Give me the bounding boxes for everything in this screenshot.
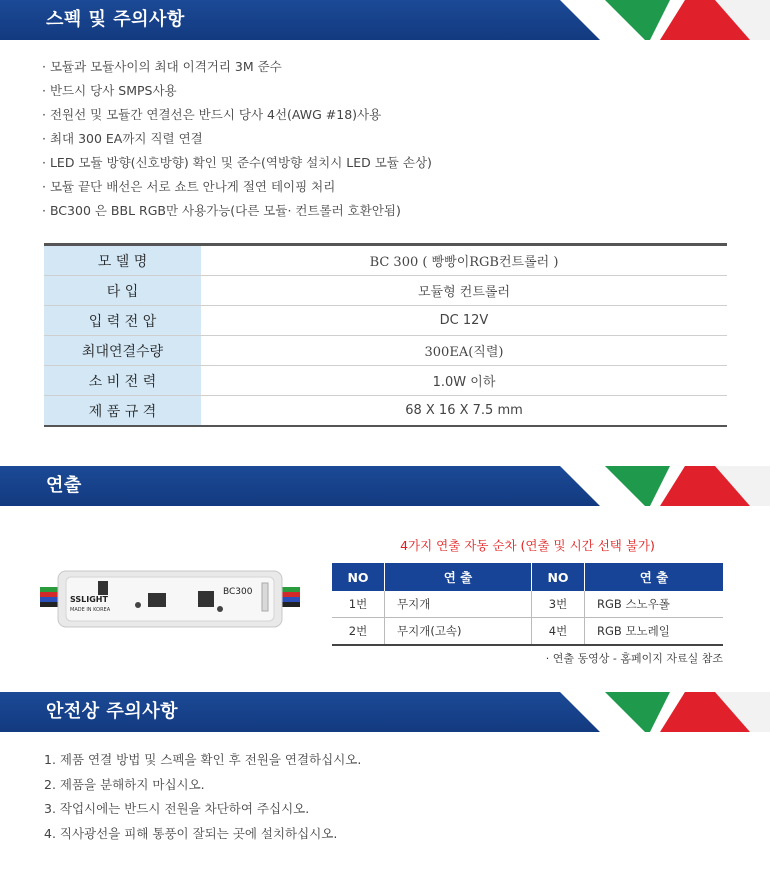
spec-key: 모 델 명	[44, 245, 201, 276]
safety-note: 3. 작업시에는 반드시 전원을 차단하여 주십시오.	[44, 801, 310, 816]
effect-name: 무지개(고속)	[385, 618, 532, 646]
spec-row	[44, 366, 727, 396]
spec-key: 소 비 전 력	[44, 366, 201, 396]
effect-name: RGB 모노레일	[585, 618, 724, 646]
col-header-no: NO	[532, 563, 585, 591]
spec-value: 300EA(직렬)	[201, 336, 727, 366]
spec-section-title: 스펙 및 주의사항	[46, 9, 185, 30]
effect-name: 무지개	[385, 591, 532, 618]
effect-sequence-note: 4가지 연출 자동 순차 (연출 및 시간 선택 불가)	[400, 538, 655, 553]
effect-section-title: 연출	[46, 475, 82, 496]
effect-section-banner	[0, 466, 770, 506]
safety-note: 1. 제품 연결 방법 및 스펙을 확인 후 전원을 연결하십시오.	[44, 752, 362, 767]
effect-number: 1번	[332, 591, 385, 618]
effect-header-row	[332, 563, 723, 591]
safety-note: 2. 제품을 분해하지 마십시오.	[44, 776, 205, 792]
banner-stripe-graphic	[550, 692, 770, 732]
spec-section-banner	[0, 0, 770, 40]
effect-video-reference: · 연출 동영상 - 홈페이지 자료실 참조	[546, 650, 723, 666]
spec-note: · 전원선 및 모듈간 연결선은 반드시 당사 4선(AWG #18)사용	[42, 103, 432, 127]
spec-value: 모듈형 컨트롤러	[201, 276, 727, 306]
banner-stripe-graphic	[550, 0, 770, 40]
effect-number: 4번	[532, 618, 585, 646]
spec-table	[44, 243, 727, 427]
spec-row	[44, 276, 727, 306]
safety-section-title: 안전상 주의사항	[46, 701, 178, 722]
banner-stripe-graphic	[550, 466, 770, 506]
effect-table	[332, 563, 723, 646]
spec-note: · 모듈과 모듈사이의 최대 이격거리 3M 준수	[42, 55, 432, 79]
spec-row	[44, 245, 727, 276]
spec-note: · 최대 300 EA까지 직렬 연결	[42, 127, 432, 151]
effect-number: 3번	[532, 591, 585, 618]
spec-key: 최대연결수량	[44, 336, 201, 366]
col-header-no: NO	[332, 563, 385, 591]
spec-key: 입 력 전 압	[44, 306, 201, 336]
spec-note: · BC300 은 BBL RGB만 사용가능(다른 모듈· 컨트롤러 호환안됨)	[42, 199, 432, 223]
effect-row	[332, 591, 723, 618]
effect-name: RGB 스노우폴	[585, 591, 724, 618]
effect-number: 2번	[332, 618, 385, 646]
spec-value: BC 300 ( 빵빵이RGB컨트롤러 )	[201, 245, 727, 276]
safety-notes-list	[44, 748, 361, 846]
safety-note: 4. 직사광선을 피해 통풍이 잘되는 곳에 설치하십시오.	[44, 825, 338, 841]
col-header-effect: 연 출	[585, 563, 724, 591]
spec-note: · LED 모듈 방향(신호방향) 확인 및 준수(역방향 설치시 LED 모듈 손상)	[42, 151, 432, 175]
spec-key: 제 품 규 격	[44, 396, 201, 427]
spec-value: DC 12V	[201, 306, 727, 336]
spec-row	[44, 336, 727, 366]
product-origin-label: MADE IN KOREA	[70, 607, 111, 613]
spec-row	[44, 306, 727, 336]
effect-row	[332, 618, 723, 646]
product-brand-label: SSLIGHT	[70, 595, 108, 604]
product-model-label: BC300	[223, 587, 253, 597]
spec-notes-list	[42, 55, 432, 223]
bc300-product-image	[40, 565, 300, 639]
spec-value: 68 X 16 X 7.5 mm	[201, 396, 727, 427]
spec-key: 타 입	[44, 276, 201, 306]
spec-row	[44, 396, 727, 427]
safety-section-banner	[0, 692, 770, 732]
spec-note: · 모듈 끝단 배선은 서로 쇼트 안나게 절연 테이핑 처리	[42, 175, 432, 199]
spec-note: · 반드시 당사 SMPS사용	[42, 79, 432, 103]
spec-value: 1.0W 이하	[201, 366, 727, 396]
col-header-effect: 연 출	[385, 563, 532, 591]
